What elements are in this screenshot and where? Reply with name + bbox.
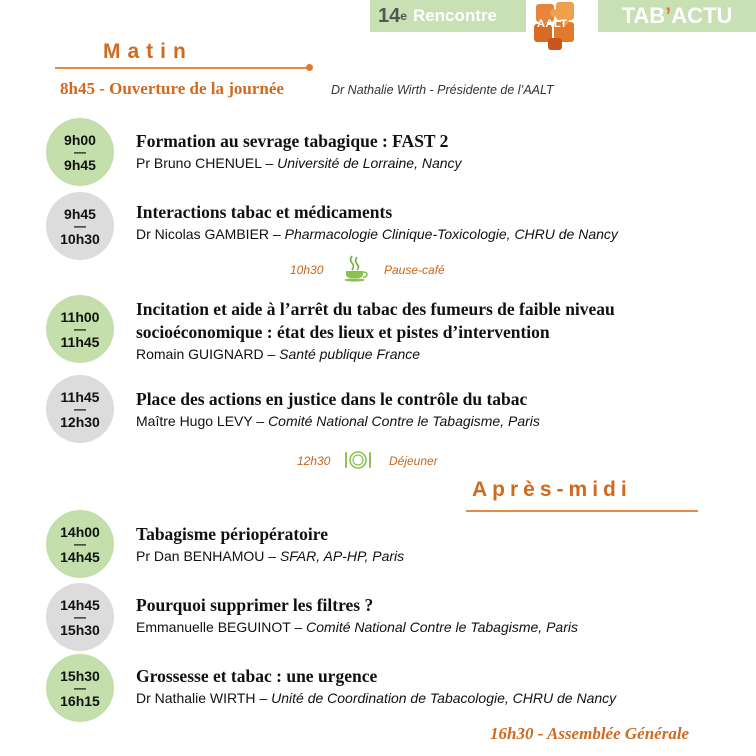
talk-speaker	[136, 226, 618, 242]
speaker-separator: –	[267, 346, 276, 362]
talk-speaker	[136, 346, 420, 362]
speaker-separator: –	[272, 226, 281, 242]
general-assembly: 16h30 - Assemblée Générale	[490, 724, 690, 743]
time-dash: —	[74, 536, 86, 551]
divider-apres-midi	[466, 510, 698, 512]
talk-speaker	[136, 155, 462, 171]
divider-matin	[55, 67, 310, 69]
section-title-matin: Matin	[103, 40, 193, 63]
break-time: 10h30	[290, 263, 324, 277]
time-dash: —	[74, 144, 86, 159]
time-badge	[46, 583, 114, 651]
time-end: 15h30	[60, 621, 100, 638]
speaker-name: Maître Hugo LEVY	[136, 413, 253, 429]
time-badge	[46, 295, 114, 363]
opening-speaker: Dr Nathalie Wirth - Présidente de l’AALT	[331, 83, 554, 97]
edition-word: Rencontre	[412, 6, 498, 25]
plate-cutlery-icon	[344, 450, 372, 470]
talk-title: Interactions tabac et médicaments	[136, 202, 393, 222]
speaker-separator: –	[256, 413, 265, 429]
time-dash: —	[74, 321, 86, 336]
talk-title: Tabagisme périopératoire	[136, 524, 328, 544]
speaker-name: Pr Bruno CHENUEL	[136, 155, 262, 171]
time-end: 12h30	[60, 413, 100, 430]
time-end: 11h45	[60, 333, 100, 350]
talk-title: Pourquoi supprimer les filtres ?	[136, 595, 374, 615]
brand-actu: ACTU	[671, 3, 733, 28]
divider-dot	[306, 64, 313, 71]
talk-title: Grossesse et tabac : une urgence	[136, 666, 378, 686]
talk-title: Place des actions en justice dans le contrôle du tabac	[136, 389, 528, 409]
speaker-affiliation: Comité National Contre le Tabagisme, Paris	[268, 413, 540, 429]
speaker-separator: –	[268, 548, 277, 564]
speaker-name: Emmanuelle BEGUINOT	[136, 619, 291, 635]
time-start: 11h45	[60, 388, 100, 405]
time-badge	[46, 192, 114, 260]
brand-apostrophe: ’	[665, 3, 672, 28]
time-start: 11h00	[60, 308, 100, 325]
talk-title: Incitation et aide à l’arrêt du tabac des fumeurs de faible niveau	[136, 299, 615, 319]
speaker-affiliation: Pharmacologie Clinique-Toxicologie, CHRU de Nancy	[284, 226, 618, 242]
edition-banner	[370, 0, 526, 32]
time-end: 16h15	[60, 692, 100, 709]
break-label: Pause-café	[384, 263, 445, 277]
edition-suffix: e	[400, 9, 407, 23]
edition-number: 14	[378, 4, 401, 27]
talk-speaker	[136, 690, 616, 706]
time-start: 15h30	[60, 667, 100, 684]
talk-speaker	[136, 548, 404, 564]
aalt-logo	[530, 0, 582, 52]
speaker-separator: –	[265, 155, 274, 171]
speaker-separator: –	[294, 619, 303, 635]
time-start: 14h00	[60, 523, 100, 540]
speaker-name: Pr Dan BENHAMOU	[136, 548, 265, 564]
brand-tab: TAB	[621, 3, 666, 28]
coffee-cup-icon	[343, 254, 369, 282]
time-dash: —	[74, 680, 86, 695]
break-time: 12h30	[297, 454, 331, 468]
time-end: 10h30	[60, 230, 100, 247]
speaker-name: Dr Nathalie WIRTH	[136, 690, 256, 706]
time-start: 14h45	[60, 596, 100, 613]
time-badge	[46, 375, 114, 443]
talk-title: Formation au sevrage tabagique : FAST 2	[136, 131, 449, 151]
speaker-separator: –	[259, 690, 268, 706]
speaker-affiliation: Unité de Coordination de Tabacologie, CHRU de Nancy	[271, 690, 617, 706]
speaker-affiliation: Université de Lorraine, Nancy	[277, 155, 462, 171]
speaker-affiliation: Santé publique France	[279, 346, 421, 362]
time-dash: —	[74, 218, 86, 233]
speaker-name: Dr Nicolas GAMBIER	[136, 226, 270, 242]
talk-speaker	[136, 413, 540, 429]
tabactu-banner	[598, 0, 756, 32]
time-badge	[46, 118, 114, 186]
talk-title-line2: socioéconomique : état des lieux et pistes d’intervention	[136, 322, 550, 342]
speaker-name: Romain GUIGNARD	[136, 346, 264, 362]
speaker-affiliation: SFAR, AP-HP, Paris	[279, 548, 405, 564]
time-dash: —	[74, 401, 86, 416]
logo-text: AALT	[537, 18, 568, 30]
section-title-apres-midi: Après-midi	[472, 478, 632, 501]
time-start: 9h45	[64, 205, 96, 222]
time-badge	[46, 510, 114, 578]
break-label: Déjeuner	[389, 454, 438, 468]
speaker-affiliation: Comité National Contre le Tabagisme, Paris	[306, 619, 578, 635]
time-end: 9h45	[64, 156, 96, 173]
time-start: 9h00	[64, 131, 96, 148]
talk-speaker	[136, 619, 578, 635]
time-dash: —	[74, 609, 86, 624]
time-end: 14h45	[60, 548, 100, 565]
opening-time-title: 8h45 - Ouverture de la journée	[60, 79, 284, 98]
time-badge	[46, 654, 114, 722]
